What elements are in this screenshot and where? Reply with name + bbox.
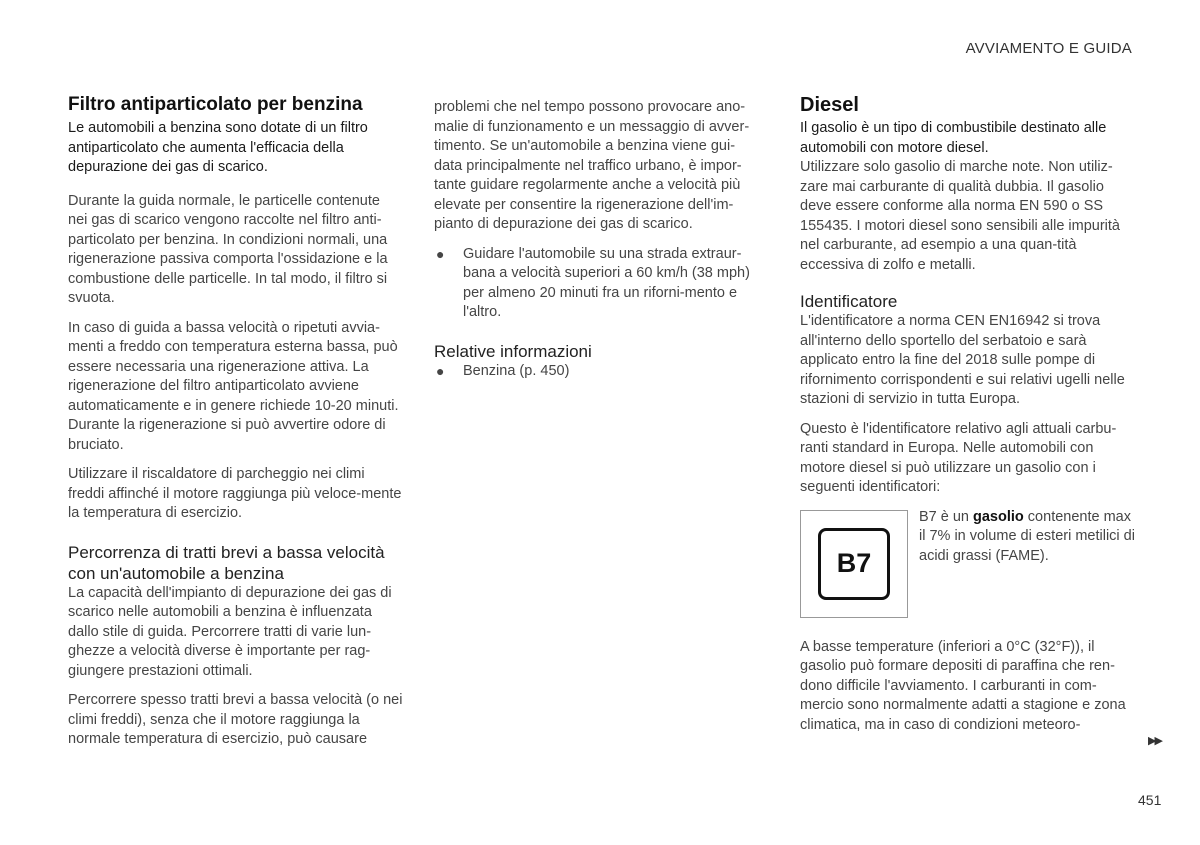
petrol-filter-paragraph-3: Utilizzare il riscaldatore di parcheggio nei climi freddi affinché il motore raggiunga più veloce-mente la temperatura di esercizio.	[68, 466, 402, 521]
petrol-filter-lead: Le automobili a benzina sono dotate di un filtro antiparticolato che aumenta l'efficacia della depurazione dei gas di scarico.	[68, 120, 368, 175]
short-trips-subtitle: Percorrenza di tratti brevi a bassa velocità con un'automobile a benzina	[68, 542, 385, 583]
bullet-dot-icon: ●	[436, 362, 445, 379]
short-trips-paragraph-3: problemi che nel tempo possono provocare ano-malie di funzionamento e un messaggio di avver-timento. Se un'automobile a benzina viene gui-data principalmente nel traffico urbano, è impor-tante guidare regolarmente anche a velocità più elevate per consentire la rigenerazione dell'im-pianto di depurazione dei gas di scarico.	[434, 99, 750, 232]
b7-fuel-label-icon: B7	[818, 528, 890, 600]
b7-fuel-keyword: gasolio	[973, 508, 1024, 525]
related-link-text[interactable]: Benzina (p. 450)	[463, 362, 570, 379]
petrol-filter-paragraph-1: Durante la guida normale, le particelle contenute nei gas di scarico vengono raccolte nel filtro anti-particolato per benzina. In condizioni normali, una rigenerazione passiva comporta l'ossidazione e la combustione delle particelle. In tal modo, il filtro si svuota.	[68, 192, 388, 306]
bullet-dot-icon: ●	[436, 245, 445, 262]
low-temperature-paragraph: A basse temperature (inferiori a 0°C (32°F)), il gasolio può formare depositi di paraffina che ren-dono difficile l'avviamento. I carburanti in com-mercio sono normalmente adatti a stagione e zona climatica, ma in caso di condizioni meteoro-	[800, 638, 1126, 733]
identifier-subtitle: Identificatore	[800, 292, 898, 311]
diesel-title: Diesel	[800, 94, 859, 116]
column-middle	[434, 93, 762, 393]
petrol-filter-paragraph-2: In caso di guida a bassa velocità o ripetuti avvia-menti a freddo con temperatura esterna bassa, può essere necessaria una rigenerazione attiva. La rigenerazione del filtro antiparticolato avviene automaticamente e in genere richiede 10-20 minuti. Durante la rigenerazione si può avvertire odore di bruciato.	[68, 319, 399, 453]
diesel-lead: Il gasolio è un tipo di combustibile destinato alle automobili con motore diesel.	[800, 120, 1107, 156]
short-trips-paragraph-1: La capacità dell'impianto di depurazione dei gas di scarico nelle automobili a benzina è influenzata dallo stile di guida. Percorrere tratti di varie lun-ghezze a velocità diverse è importante per rag-giungere prestazioni ottimali.	[68, 584, 392, 679]
page-number: 451	[1138, 792, 1162, 808]
b7-description: B7 è un gasolio contenente max il 7% in volume di esteri metilici di acidi grassi (FAME).	[919, 508, 1135, 564]
bullet-item	[434, 245, 762, 323]
related-info-title: Relative informazioni	[434, 341, 592, 361]
column-left	[68, 93, 403, 760]
short-trips-paragraph-2: Percorrere spesso tratti brevi a bassa velocità (o nei climi freddi), senza che il motore raggiunga la normale temperatura di esercizio, può causare	[68, 692, 403, 747]
column-right	[800, 93, 1134, 745]
b7-identifier-block	[800, 508, 1134, 620]
identifier-paragraph-2: Questo è l'identificatore relativo agli attuali carbu-ranti standard in Europa. Nelle automobili con motore diesel si può utilizzare un gasolio con i seguenti identificatori:	[800, 420, 1117, 495]
diesel-paragraph-1: Utilizzare solo gasolio di marche note. Non utiliz-zare mai carburante di qualità dubbia. Il gasolio deve essere conforme alla norma EN 590 o SS 155435. I motori diesel sono sensibili alle impurità nel carburante, ad esempio a una quan-tità eccessiva di zolfo e metalli.	[800, 159, 1120, 273]
bullet-text: Guidare l'automobile su una strada extraur-bana a velocità superiori a 60 km/h (38 mph) per almeno 20 minuti fra un riforni-mento e l'altro.	[463, 245, 750, 320]
b7-identifier-frame	[800, 510, 908, 618]
continue-arrow-icon: ▶▶	[1148, 735, 1161, 747]
identifier-paragraph-1: L'identificatore a norma CEN EN16942 si trova all'interno dello sportello del serbatoio e sarà applicato entro la fine del 2018 sulle pompe di rifornimento corrispondenti e sui relativi ugelli nelle stazioni di servizio in tutta Europa.	[800, 313, 1125, 407]
petrol-filter-title: Filtro antiparticolato per benzina	[68, 94, 363, 115]
related-link-item[interactable]	[434, 362, 762, 382]
section-header: AVVIAMENTO E GUIDA	[965, 40, 1132, 57]
